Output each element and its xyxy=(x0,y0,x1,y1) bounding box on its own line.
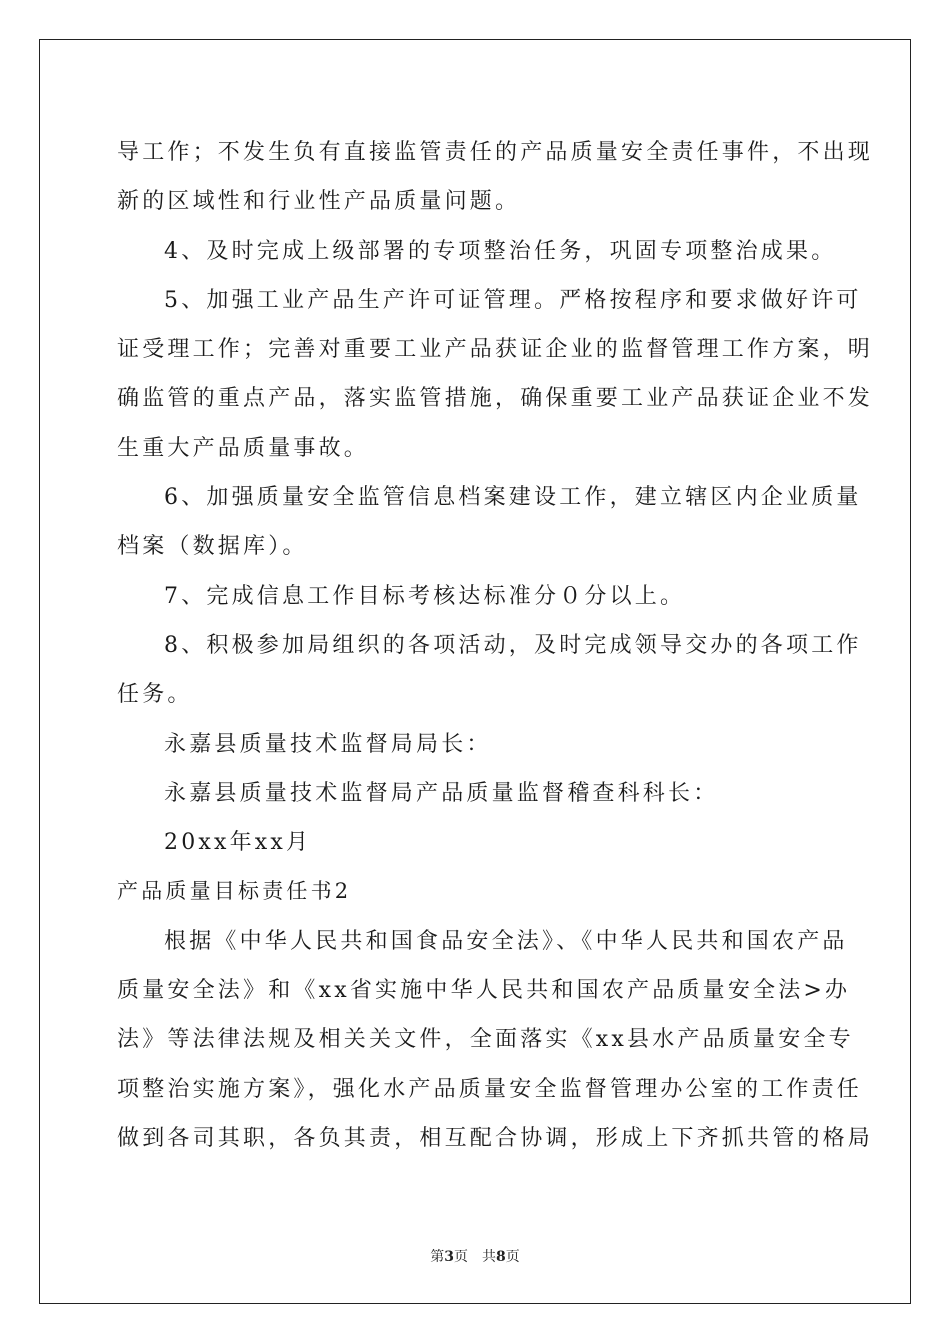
section-title: 产品质量目标责任书2 xyxy=(117,879,352,904)
page-footer xyxy=(0,1246,950,1266)
list-item-4: 4、及时完成上级部署的专项整治任务，巩固专项整治成果。 xyxy=(164,238,837,264)
paragraph-line: 导工作；不发生负有直接监管责任的产品质量安全责任事件，不出现 xyxy=(117,140,874,165)
list-item-8: 8、积极参加局组织的各项活动，及时完成领导交办的各项工作 xyxy=(164,632,862,658)
date-line: 20xx年xx月 xyxy=(164,830,312,856)
paragraph-line: 法》等法律法规及相关关文件，全面落实《xx县水产品质量安全专 xyxy=(117,1027,854,1053)
paragraph-line: 质量安全法》和《xx省实施中华人民共和国农产品质量安全法>办 xyxy=(117,978,851,1004)
footer-middle: 页 共 xyxy=(454,1249,496,1265)
list-item-7: 7、完成信息工作目标考核达标准分０分以上。 xyxy=(164,583,686,609)
paragraph-line: 证受理工作；完善对重要工业产品获证企业的监督管理工作方案，明 xyxy=(117,337,874,363)
document-body xyxy=(117,128,874,1163)
signature-director: 永嘉县质量技术监督局局长： xyxy=(164,731,492,757)
total-page-number: 8 xyxy=(496,1249,506,1265)
current-page-number: 3 xyxy=(444,1249,454,1265)
paragraph-line: 根据《中华人民共和国食品安全法》、《中华人民共和国农产品 xyxy=(164,928,848,954)
list-item-5: 5、加强工业产品生产许可证管理。严格按程序和要求做好许可 xyxy=(164,287,862,313)
signature-section-chief: 永嘉县质量技术监督局产品质量监督稽查科科长： xyxy=(164,780,719,806)
paragraph-line: 档案（数据库）。 xyxy=(117,534,308,560)
paragraph-line: 新的区域性和行业性产品质量问题。 xyxy=(117,189,521,215)
list-item-6: 6、加强质量安全监管信息档案建设工作，建立辖区内企业质量 xyxy=(164,485,862,511)
paragraph-line: 任务。 xyxy=(117,682,193,708)
paragraph-line: 生重大产品质量事故。 xyxy=(117,435,370,461)
paragraph-line: 确监管的重点产品，落实监管措施，确保重要工业产品获证企业不发 xyxy=(117,386,874,412)
footer-suffix: 页 xyxy=(505,1249,520,1265)
paragraph-line: 做到各司其职，各负其责，相互配合协调，形成上下齐抓共管的格局 xyxy=(117,1125,874,1151)
footer-prefix: 第 xyxy=(430,1249,445,1265)
paragraph-line: 项整治实施方案》，强化水产品质量安全监督管理办公室的工作责任 xyxy=(117,1076,863,1102)
